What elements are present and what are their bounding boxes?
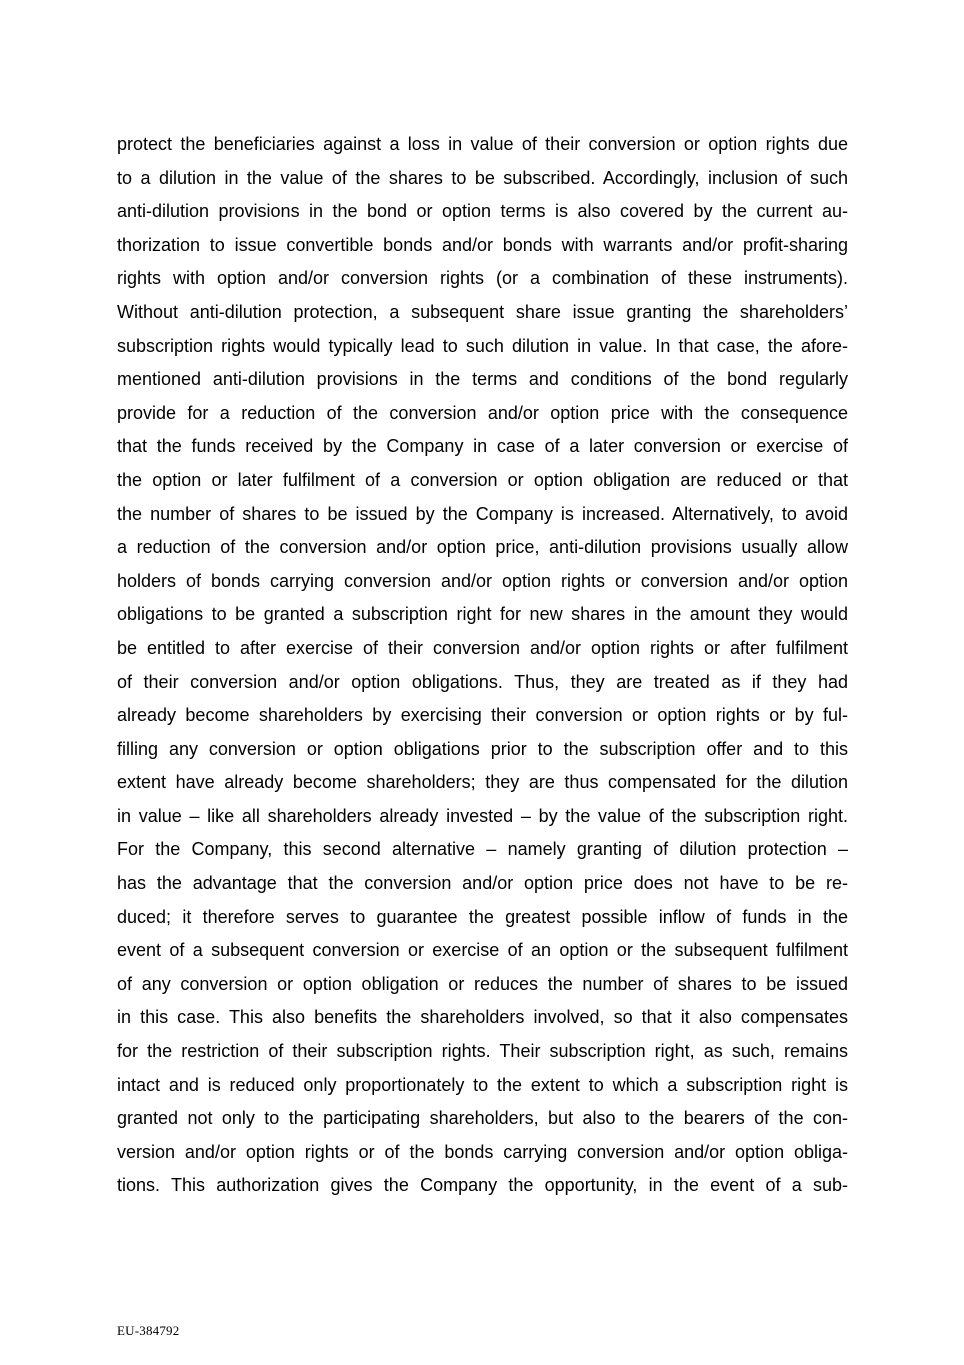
text-line: thorization to issue convertible bonds and/or bonds with warrants and/or profit-sharing (117, 234, 848, 255)
text-line: for the restriction of their subscription rights. Their subscription right, as such, remains (117, 1041, 848, 1062)
text-line: For the Company, this second alternative – namely granting of dilution protection – (117, 839, 848, 860)
text-line: a reduction of the conversion and/or option price, anti-dilution provisions usually allow (117, 537, 848, 558)
text-line: granted not only to the participating shareholders, but also to the bearers of the con- (117, 1108, 848, 1129)
text-line: in value – like all shareholders already invested – by the value of the subscription right. (117, 805, 848, 826)
text-line: tions. This authorization gives the Company the opportunity, in the event of a sub- (117, 1175, 848, 1196)
text-line: event of a subsequent conversion or exercise of an option or the subsequent fulfilment (117, 940, 848, 961)
text-line: the number of shares to be issued by the Company is increased. Alternatively, to avoid (117, 503, 848, 524)
text-line: version and/or option rights or of the bonds carrying conversion and/or option obliga- (117, 1141, 848, 1162)
text-line: filling any conversion or option obligations prior to the subscription offer and to this (117, 738, 848, 759)
text-line: provide for a reduction of the conversion and/or option price with the consequence (117, 402, 848, 423)
text-line: of their conversion and/or option obligations. Thus, they are treated as if they had (117, 671, 848, 692)
text-line: Without anti-dilution protection, a subsequent share issue granting the shareholders’ (117, 301, 848, 322)
text-line: subscription rights would typically lead to such dilution in value. In that case, the afore- (117, 335, 848, 356)
text-line: rights with option and/or conversion rights (or a combination of these instruments). (117, 268, 848, 289)
text-line: be entitled to after exercise of their conversion and/or option rights or after fulfilment (117, 637, 848, 658)
text-line: to a dilution in the value of the shares to be subscribed. Accordingly, inclusion of such (117, 167, 848, 188)
text-line: the option or later fulfilment of a conversion or option obligation are reduced or that (117, 469, 848, 490)
text-line: mentioned anti-dilution provisions in the terms and conditions of the bond regularly (117, 369, 848, 390)
body-paragraph (117, 128, 848, 1203)
text-line: that the funds received by the Company in case of a later conversion or exercise of (117, 436, 848, 457)
text-line: anti-dilution provisions in the bond or option terms is also covered by the current au- (117, 201, 848, 222)
document-id: EU-384792 (117, 1323, 180, 1338)
text-line: in this case. This also benefits the shareholders involved, so that it also compensates (117, 1007, 848, 1028)
text-line: holders of bonds carrying conversion and/or option rights or conversion and/or option (117, 570, 848, 591)
text-line: intact and is reduced only proportionately to the extent to which a subscription right is (117, 1074, 848, 1095)
text-line: extent have already become shareholders; they are thus compensated for the dilution (117, 772, 848, 793)
text-line: has the advantage that the conversion and/or option price does not have to be re- (117, 873, 848, 894)
text-line: duced; it therefore serves to guarantee the greatest possible inflow of funds in the (117, 906, 848, 927)
text-line: of any conversion or option obligation or reduces the number of shares to be issued (117, 973, 848, 994)
text-line: protect the beneficiaries against a loss in value of their conversion or option rights due (117, 134, 848, 154)
text-line: already become shareholders by exercising their conversion or option rights or by ful- (117, 705, 848, 726)
text-line: obligations to be granted a subscription right for new shares in the amount they would (117, 604, 848, 625)
